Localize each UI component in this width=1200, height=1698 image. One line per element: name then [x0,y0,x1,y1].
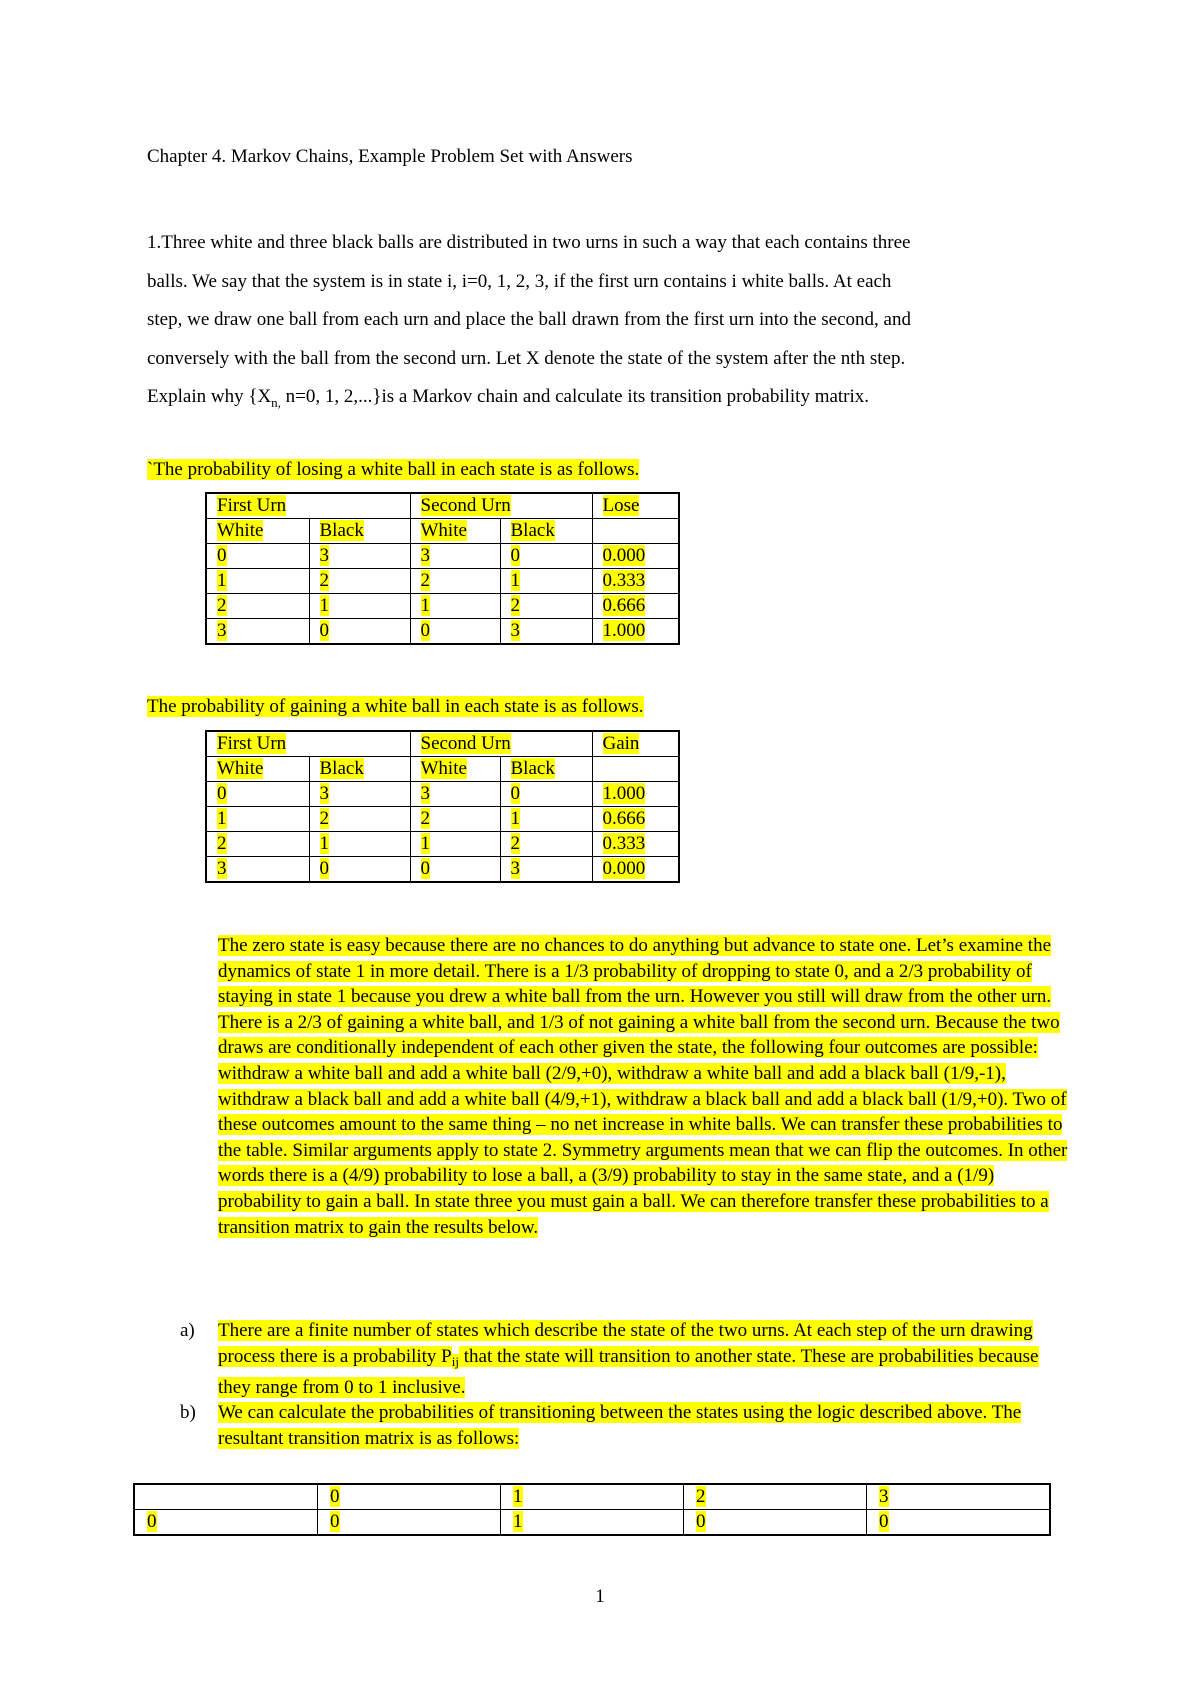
list-item [180,1318,1070,1400]
table-cell [309,544,410,569]
table-row [206,493,679,519]
table-cell [309,807,410,832]
table-cell [309,619,410,645]
table-cell [501,1510,684,1536]
cell-value: 3 [510,620,520,641]
table-subheader [592,757,679,782]
table-cell [309,782,410,807]
table-cell [206,619,309,645]
table-cell [500,782,592,807]
table-row [206,731,679,757]
explanation-paragraph [218,933,1068,1240]
answer-list [180,1318,1070,1451]
cell-value: 1 [420,833,430,854]
table-cell [410,832,500,857]
answer-a-text: that the state will transition to another state. These are probabilities because they range from 0 to 1 inclusive. [218,1345,1039,1398]
cell-value: 2 [696,1486,706,1507]
cell-value: 1.000 [602,783,646,804]
header-label: Gain [602,733,640,754]
cell-value: 1.000 [602,620,646,641]
cell-value: 3 [217,620,227,641]
cell-value: 3 [319,545,329,566]
question-1-line: conversely with the ball from the second urn. Let X denote the state of the system after the nth step. [147,347,906,369]
list-marker: a) [180,1320,195,1341]
subheader-label: White [217,758,264,779]
table-cell [318,1510,501,1536]
table-row [206,594,679,619]
table-cell [592,832,679,857]
cell-value: 0.666 [602,595,646,616]
table-row [206,519,679,544]
header-label: First Urn [217,733,287,754]
lose-intro [147,459,639,481]
cell-value: 0 [330,1486,340,1507]
header-label: Second Urn [420,495,511,516]
table-cell [592,569,679,594]
question-1-text: Explain why {X [147,386,272,407]
cell-value: 0 [319,858,329,879]
cell-value: 2 [510,595,520,616]
explanation-text: The zero state is easy because there are no chances to do anything but advance to state one. Let’s examine the dynamics of state 1 in more detail. There is a 1/3 probability of dropping to state 0, and a 2/3 probability of staying in state 1 because you drew a white ball from the urn. However you still will draw from the other urn. There is a 2/3 of gaining a white ball, and 1/3 of not gaining a white ball from the second urn. Because the two draws are conditionally independent of each other given the state, the following four outcomes are possible: withdraw a white ball and add a white ball (2/9,+0), withdraw a white ball and add a black ball (1/9,-1), withdraw a black ball and add a white ball (4/9,+1), withdraw a black ball and add a black ball (1/9,+0). Two of these outcomes amount to the same thing – no net increase in white balls. We can transfer these probabilities to the table. Similar arguments apply to state 2. Symmetry arguments mean that we can flip the outcomes. In other words there is a (4/9) probability to lose a ball, a (3/9) probability to stay in the same state, and a (1/9) probability to gain a ball. In state three you must gain a ball. We can therefore transfer these probabilities to a transition matrix to gain the results below. [218,935,1068,1238]
table-cell [500,594,592,619]
table-row [206,807,679,832]
table-cell [206,569,309,594]
table-cell [501,1484,684,1510]
table-header [410,493,592,519]
cell-value: 0.000 [602,858,646,879]
cell-value: 0 [510,783,520,804]
subscript: n, [271,394,281,410]
table-cell [410,569,500,594]
cell-value: 2 [217,833,227,854]
cell-value: 1 [420,595,430,616]
table-cell [410,807,500,832]
table-cell [206,832,309,857]
table-subheader [592,519,679,544]
lose-table [205,492,680,645]
table-cell [500,569,592,594]
page-number: 1 [595,1586,605,1607]
cell-value: 3 [879,1486,889,1507]
gain-table [205,730,680,883]
table-cell [500,619,592,645]
cell-value: 2 [510,833,520,854]
table-cell [410,594,500,619]
cell-value: 0 [420,858,430,879]
cell-value: 2 [217,595,227,616]
table-row [206,619,679,645]
cell-value: 0 [217,545,227,566]
document-title: Chapter 4. Markov Chains, Example Problem Set with Answers [147,146,633,167]
cell-value: 1 [319,833,329,854]
cell-value: 1 [513,1486,523,1507]
table-cell [206,782,309,807]
cell-value: 2 [420,808,430,829]
cell-value: 2 [319,808,329,829]
cell-value: 0 [696,1511,706,1532]
cell-value: 1 [319,595,329,616]
question-1-line: balls. We say that the system is in state i, i=0, 1, 2, 3, if the first urn contains i white balls. At each [147,270,892,292]
subheader-label: Black [319,520,364,541]
question-1-line: step, we draw one ball from each urn and place the ball drawn from the first urn into the second, and [147,309,911,330]
table-cell [309,832,410,857]
table-subheader [309,757,410,782]
answer-b-text: We can calculate the probabilities of transitioning between the states using the logic described above. The resultant transition matrix is as follows: [218,1402,1022,1449]
subheader-label: White [420,758,467,779]
table-cell [206,544,309,569]
cell-value: 3 [420,783,430,804]
table-subheader [206,757,309,782]
cell-value: 0.000 [602,545,646,566]
table-header [206,731,410,757]
cell-value: 2 [319,570,329,591]
subheader-label: White [217,520,264,541]
cell-value: 1 [510,808,520,829]
table-cell [592,782,679,807]
cell-value: 1 [217,570,227,591]
table-subheader [410,757,500,782]
table-cell [410,782,500,807]
table-cell [206,807,309,832]
subheader-label: Black [319,758,364,779]
table-subheader [500,757,592,782]
cell-value: 1 [510,570,520,591]
table-row [134,1484,1050,1510]
table-cell [592,594,679,619]
table-cell [592,807,679,832]
cell-value: 3 [319,783,329,804]
table-subheader [410,519,500,544]
table-cell [134,1484,318,1510]
table-cell [500,544,592,569]
table-header [592,493,679,519]
table-cell [592,857,679,883]
cell-value: 0 [217,783,227,804]
subheader-label: White [420,520,467,541]
table-row [206,782,679,807]
table-cell [867,1484,1051,1510]
header-label: Lose [602,495,640,516]
table-cell [500,857,592,883]
table-cell [867,1510,1051,1536]
cell-value: 0 [319,620,329,641]
gain-intro [147,696,644,718]
answer-a-text: There are a finite number of states which describe the state of the two urns. At each step of the urn drawing process there is a probability P [218,1320,1033,1367]
table-cell [309,594,410,619]
cell-value: 3 [217,858,227,879]
cell-value: 3 [420,545,430,566]
cell-value: 0.333 [602,833,646,854]
cell-value: 0 [420,620,430,641]
table-header [206,493,410,519]
table-cell [410,619,500,645]
subheader-label: Black [510,520,555,541]
transition-matrix-table [133,1483,1051,1536]
cell-value: 0 [330,1511,340,1532]
table-cell [206,594,309,619]
table-cell [500,832,592,857]
lose-intro-text: `The probability of losing a white ball in each state is as follows. [147,459,640,480]
question-1-line: 1.Three white and three black balls are distributed in two urns in such a way that each contains three [147,232,911,253]
subheader-label: Black [510,758,555,779]
table-subheader [309,519,410,544]
header-label: First Urn [217,495,287,516]
cell-value: 0.333 [602,570,646,591]
question-1 [147,224,1067,422]
table-row [206,857,679,883]
cell-value: 0.666 [602,808,646,829]
gain-intro-text: The probability of gaining a white ball in each state is as follows. [147,696,644,717]
table-cell [592,619,679,645]
question-1-text: n=0, 1, 2,...}is a Markov chain and calculate its transition probability matrix. [280,386,870,407]
table-subheader [206,519,309,544]
table-row [134,1510,1050,1536]
table-row [206,544,679,569]
subscript: ij [451,1354,459,1370]
cell-value: 3 [510,858,520,879]
table-row [206,569,679,594]
cell-value: 2 [420,570,430,591]
header-label: Second Urn [420,733,511,754]
table-cell [318,1484,501,1510]
cell-value: 1 [217,808,227,829]
cell-value: 1 [513,1511,523,1532]
list-item [180,1400,1070,1451]
list-marker: b) [180,1402,196,1424]
table-cell [684,1484,867,1510]
table-cell [309,857,410,883]
table-header [410,731,592,757]
table-cell [309,569,410,594]
question-1-line [147,378,1067,422]
table-cell [592,544,679,569]
table-cell [410,857,500,883]
cell-value: 0 [879,1511,889,1532]
cell-value: 0 [147,1511,157,1532]
table-row [206,832,679,857]
table-header [592,731,679,757]
table-cell [500,807,592,832]
table-row [206,757,679,782]
table-cell [684,1510,867,1536]
cell-value: 0 [510,545,520,566]
table-cell [134,1510,318,1536]
table-cell [206,857,309,883]
table-cell [410,544,500,569]
table-subheader [500,519,592,544]
